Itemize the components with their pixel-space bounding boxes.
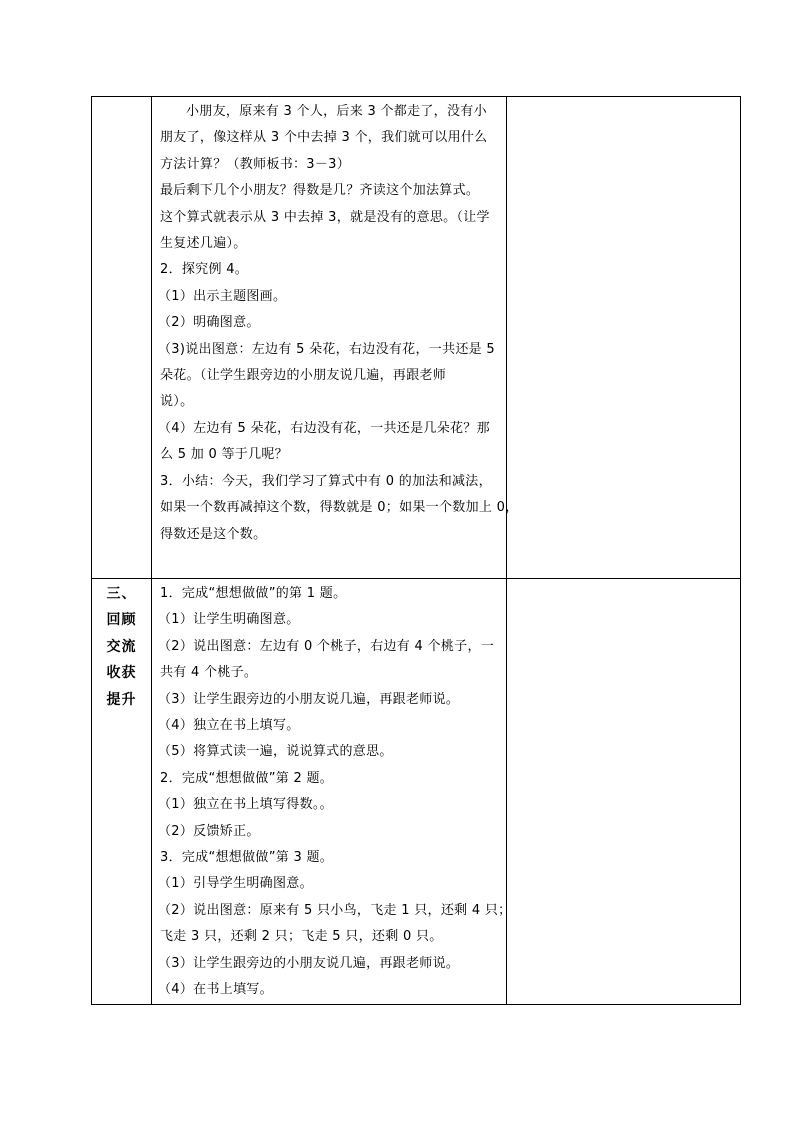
text-line: 2．探究例 4。 bbox=[160, 262, 249, 278]
notes-cell bbox=[507, 579, 741, 1005]
text-line: 1．完成“想想做做”的第 1 题。 bbox=[160, 586, 347, 601]
text-line: 小朋友，原来有 3 个人，后来 3 个都走了，没有小 bbox=[186, 104, 487, 119]
text-line: （1）让学生明确图意。 bbox=[158, 612, 300, 628]
text-line: （3）让学生跟旁边的小朋友说几遍，再跟老师说。 bbox=[158, 691, 460, 707]
table-row bbox=[92, 97, 741, 579]
text-line: （4）左边有 5 朵花，右边没有花，一共还是几朵花？那 bbox=[158, 420, 490, 436]
text-line: 如果一个数再减掉这个数，得数就是 0；如果一个数加上 0， bbox=[160, 500, 519, 516]
table-row bbox=[92, 579, 741, 1005]
stage-cell bbox=[92, 97, 152, 579]
text-line: 2．完成“想想做做”第 2 题。 bbox=[160, 770, 334, 786]
text-line: （2）明确图意。 bbox=[158, 315, 260, 331]
text-line: 这个算式就表示从 3 中去掉 3，就是没有的意思。（让学 bbox=[160, 209, 490, 225]
text-line: 飞走 3 只，还剩 2 只；飞走 5 只，还剩 0 只。 bbox=[160, 929, 443, 945]
text-line: （1）出示主题图画。 bbox=[158, 288, 287, 304]
content-cell bbox=[152, 97, 519, 579]
text-line: 朵花。（让学生跟旁边的小朋友说几遍，再跟老师 bbox=[160, 368, 447, 384]
text-line: （1）独立在书上填写得数。。 bbox=[158, 797, 333, 813]
content-cell bbox=[152, 579, 512, 1005]
text-line: 3．小结：今天，我们学习了算式中有 0 的加法和减法， bbox=[160, 473, 492, 489]
text-line: 最后剩下几个小朋友？得数是几？齐读这个加法算式。 bbox=[160, 183, 480, 199]
text-line: 朋友了，像这样从 3 个中去掉 3 个，我们就可以用什么 bbox=[160, 130, 488, 146]
text-line: （4）独立在书上填写。 bbox=[158, 718, 300, 734]
text-line: （3)说出图意：左边有 5 朵花，右边没有花，一共还是 5 bbox=[158, 341, 495, 357]
text-line: 共有 4 个桃子。 bbox=[160, 665, 258, 681]
lesson-plan-table bbox=[91, 96, 741, 1005]
text-line: 生复述几遍）。 bbox=[160, 236, 247, 252]
stage-cell bbox=[92, 579, 152, 1005]
stage-line: 交流 bbox=[106, 638, 137, 655]
text-line: （3）让学生跟旁边的小朋友说几遍，再跟老师说。 bbox=[158, 955, 460, 971]
stage-line: 三、 bbox=[106, 586, 137, 602]
text-line: 得数还是这个数。 bbox=[160, 526, 267, 542]
text-line: 么 5 加 0 等于几呢？ bbox=[160, 447, 288, 463]
text-line: （2）反馈矫正。 bbox=[158, 823, 260, 839]
text-line: （4）在书上填写。 bbox=[158, 982, 273, 998]
text-line: 方法计算？（教师板书：3－3） bbox=[160, 156, 351, 172]
stage-line: 收获 bbox=[106, 665, 137, 682]
text-line: （5）将算式读一遍，说说算式的意思。 bbox=[158, 744, 393, 760]
text-line: （2）说出图意：原来有 5 只小鸟，飞走 1 只，还剩 4 只； bbox=[158, 902, 512, 918]
stage-line: 提升 bbox=[106, 691, 137, 708]
stage-line: 回顾 bbox=[106, 612, 137, 629]
notes-cell bbox=[507, 97, 741, 579]
text-line: 说）。 bbox=[160, 394, 194, 410]
text-line: （1）引导学生明确图意。 bbox=[158, 876, 313, 892]
text-line: （2）说出图意：左边有 0 个桃子，右边有 4 个桃子，一 bbox=[158, 638, 495, 654]
stage-label bbox=[92, 579, 151, 713]
text-line: 3．完成“想想做做”第 3 题。 bbox=[160, 850, 334, 866]
